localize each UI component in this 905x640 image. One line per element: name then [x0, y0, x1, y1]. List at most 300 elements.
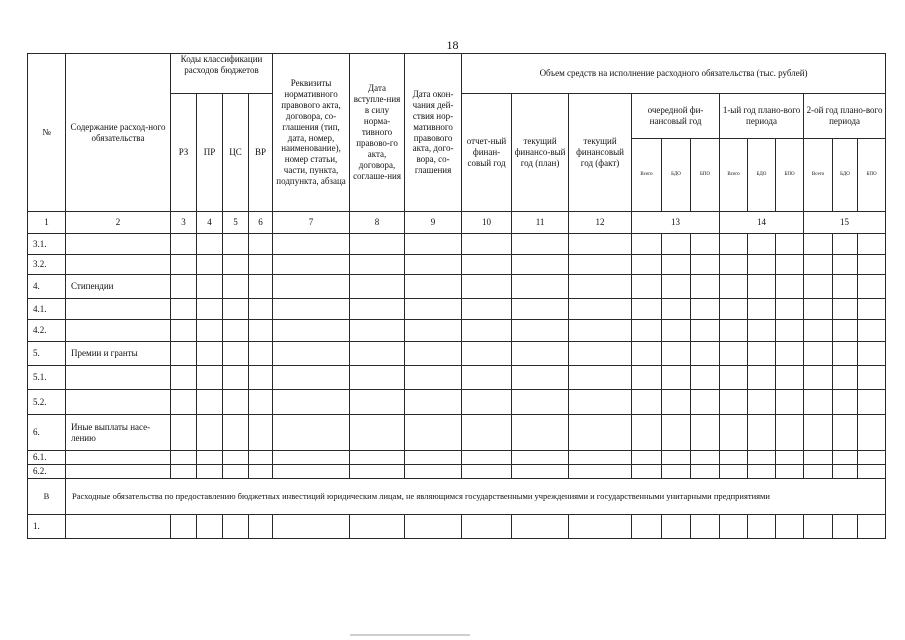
- empty-cell: [223, 390, 249, 415]
- empty-cell: [405, 320, 462, 342]
- empty-cell: [462, 255, 512, 275]
- empty-cell: [350, 515, 405, 539]
- empty-cell: [748, 320, 776, 342]
- empty-cell: [691, 465, 720, 479]
- row-content: Премии и гранты: [66, 342, 171, 366]
- empty-cell: [249, 299, 273, 320]
- column-number: 3: [171, 212, 197, 234]
- empty-cell: [350, 366, 405, 390]
- column-number: 13: [632, 212, 720, 234]
- empty-cell: [249, 234, 273, 255]
- header-content: Содержание расход-ного обязательства: [66, 54, 171, 212]
- row-number: 4.2.: [28, 320, 66, 342]
- empty-cell: [512, 255, 569, 275]
- empty-cell: [171, 465, 197, 479]
- sub-bdo-13: БДО: [662, 139, 691, 212]
- empty-cell: [273, 320, 350, 342]
- empty-cell: [273, 299, 350, 320]
- column-number: 15: [804, 212, 886, 234]
- column-number: 5: [223, 212, 249, 234]
- empty-cell: [569, 366, 632, 390]
- empty-cell: [197, 299, 223, 320]
- empty-cell: [223, 451, 249, 465]
- empty-cell: [273, 366, 350, 390]
- empty-cell: [249, 415, 273, 451]
- row-content: [66, 366, 171, 390]
- empty-cell: [249, 275, 273, 299]
- empty-cell: [776, 299, 804, 320]
- empty-cell: [691, 299, 720, 320]
- table-row: [28, 390, 886, 415]
- empty-cell: [405, 255, 462, 275]
- empty-cell: [632, 299, 662, 320]
- empty-cell: [748, 275, 776, 299]
- row-content: [66, 299, 171, 320]
- empty-cell: [776, 366, 804, 390]
- empty-cell: [748, 515, 776, 539]
- empty-cell: [462, 342, 512, 366]
- empty-cell: [632, 255, 662, 275]
- empty-cell: [748, 415, 776, 451]
- header-code-pr: ПР: [197, 94, 223, 212]
- empty-cell: [776, 415, 804, 451]
- empty-cell: [691, 342, 720, 366]
- empty-cell: [197, 515, 223, 539]
- empty-cell: [691, 451, 720, 465]
- empty-cell: [223, 299, 249, 320]
- row-content: Иные выплаты насе-лению: [66, 415, 171, 451]
- empty-cell: [462, 465, 512, 479]
- empty-cell: [662, 415, 691, 451]
- empty-cell: [405, 465, 462, 479]
- empty-cell: [171, 342, 197, 366]
- empty-cell: [662, 342, 691, 366]
- empty-cell: [512, 515, 569, 539]
- row-number: 6.: [28, 415, 66, 451]
- table-row: [28, 366, 886, 390]
- empty-cell: [858, 234, 886, 255]
- empty-cell: [748, 255, 776, 275]
- empty-cell: [776, 255, 804, 275]
- header-funds-group: Объем средств на исполнение расходного обязательства (тыс. рублей): [462, 54, 886, 94]
- empty-cell: [720, 320, 748, 342]
- empty-cell: [833, 299, 858, 320]
- empty-cell: [804, 515, 833, 539]
- column-number: 7: [273, 212, 350, 234]
- empty-cell: [569, 515, 632, 539]
- empty-cell: [833, 255, 858, 275]
- section-b-number: В: [28, 479, 66, 515]
- empty-cell: [720, 342, 748, 366]
- table-row: [28, 451, 886, 465]
- empty-cell: [405, 299, 462, 320]
- empty-cell: [197, 366, 223, 390]
- empty-cell: [804, 255, 833, 275]
- empty-cell: [569, 342, 632, 366]
- column-number: 1: [28, 212, 66, 234]
- empty-cell: [662, 320, 691, 342]
- row-number: 6.2.: [28, 465, 66, 479]
- empty-cell: [273, 390, 350, 415]
- empty-cell: [197, 255, 223, 275]
- empty-cell: [804, 415, 833, 451]
- empty-cell: [512, 451, 569, 465]
- empty-cell: [462, 299, 512, 320]
- empty-cell: [632, 515, 662, 539]
- empty-cell: [662, 465, 691, 479]
- empty-cell: [632, 366, 662, 390]
- column-number: 10: [462, 212, 512, 234]
- empty-cell: [858, 342, 886, 366]
- empty-cell: [858, 299, 886, 320]
- header-code-rz: РЗ: [171, 94, 197, 212]
- empty-cell: [171, 390, 197, 415]
- empty-cell: [776, 390, 804, 415]
- empty-cell: [171, 515, 197, 539]
- empty-cell: [171, 275, 197, 299]
- empty-cell: [512, 299, 569, 320]
- empty-cell: [632, 342, 662, 366]
- empty-cell: [833, 320, 858, 342]
- empty-cell: [833, 275, 858, 299]
- empty-cell: [858, 320, 886, 342]
- empty-cell: [350, 234, 405, 255]
- empty-cell: [273, 234, 350, 255]
- empty-cell: [748, 451, 776, 465]
- empty-cell: [223, 320, 249, 342]
- empty-cell: [691, 255, 720, 275]
- empty-cell: [720, 366, 748, 390]
- empty-cell: [512, 390, 569, 415]
- empty-cell: [569, 234, 632, 255]
- row-content: [66, 234, 171, 255]
- column-numbers-row: [28, 212, 886, 234]
- row-content: [66, 465, 171, 479]
- empty-cell: [197, 275, 223, 299]
- empty-cell: [804, 234, 833, 255]
- empty-cell: [273, 275, 350, 299]
- sub-bpo-15: БПО: [858, 139, 886, 212]
- empty-cell: [748, 299, 776, 320]
- row-number: 4.1.: [28, 299, 66, 320]
- empty-cell: [350, 320, 405, 342]
- empty-cell: [748, 234, 776, 255]
- table-row: [28, 465, 886, 479]
- empty-cell: [223, 234, 249, 255]
- column-number: 4: [197, 212, 223, 234]
- header-code-vr: ВР: [249, 94, 273, 212]
- empty-cell: [569, 415, 632, 451]
- empty-cell: [691, 234, 720, 255]
- empty-cell: [350, 390, 405, 415]
- empty-cell: [249, 465, 273, 479]
- empty-cell: [350, 255, 405, 275]
- empty-cell: [632, 234, 662, 255]
- empty-cell: [405, 275, 462, 299]
- empty-cell: [720, 255, 748, 275]
- column-number: 2: [66, 212, 171, 234]
- empty-cell: [748, 465, 776, 479]
- empty-cell: [462, 451, 512, 465]
- empty-cell: [720, 465, 748, 479]
- empty-cell: [405, 390, 462, 415]
- empty-cell: [662, 234, 691, 255]
- empty-cell: [197, 342, 223, 366]
- empty-cell: [720, 415, 748, 451]
- empty-cell: [273, 451, 350, 465]
- section-b-row: [28, 479, 886, 515]
- empty-cell: [462, 275, 512, 299]
- empty-cell: [632, 390, 662, 415]
- empty-cell: [833, 415, 858, 451]
- empty-cell: [804, 299, 833, 320]
- empty-cell: [462, 234, 512, 255]
- empty-cell: [662, 275, 691, 299]
- row-content: [66, 320, 171, 342]
- empty-cell: [512, 320, 569, 342]
- empty-cell: [662, 451, 691, 465]
- header-requisites: Реквизиты нормативного правового акта, договора, со-глашения (тип, дата, номер, наименование), номер статьи, части, пункта, подпункта, абзаца: [273, 54, 350, 212]
- empty-cell: [720, 275, 748, 299]
- header-current-fact: текущий финансовый год (факт): [569, 94, 632, 212]
- empty-cell: [632, 320, 662, 342]
- empty-cell: [405, 515, 462, 539]
- header-report-year: отчет-ный финан-совый год: [462, 94, 512, 212]
- empty-cell: [223, 255, 249, 275]
- empty-cell: [858, 390, 886, 415]
- empty-cell: [350, 451, 405, 465]
- empty-cell: [223, 415, 249, 451]
- empty-cell: [249, 255, 273, 275]
- empty-cell: [569, 451, 632, 465]
- empty-cell: [171, 299, 197, 320]
- empty-cell: [662, 515, 691, 539]
- empty-cell: [776, 515, 804, 539]
- empty-cell: [833, 366, 858, 390]
- empty-cell: [858, 465, 886, 479]
- row-number: 1.: [28, 515, 66, 539]
- row-content: [66, 451, 171, 465]
- empty-cell: [833, 234, 858, 255]
- empty-cell: [569, 299, 632, 320]
- header-date-start: Дата вступле-ния в силу норма-тивного правово-го акта, договора, соглаше-ния: [350, 54, 405, 212]
- empty-cell: [632, 451, 662, 465]
- empty-cell: [512, 275, 569, 299]
- empty-cell: [632, 275, 662, 299]
- empty-cell: [776, 465, 804, 479]
- empty-cell: [720, 299, 748, 320]
- empty-cell: [197, 390, 223, 415]
- empty-cell: [691, 320, 720, 342]
- empty-cell: [249, 451, 273, 465]
- empty-cell: [273, 255, 350, 275]
- empty-cell: [197, 465, 223, 479]
- empty-cell: [858, 451, 886, 465]
- empty-cell: [350, 342, 405, 366]
- empty-cell: [462, 390, 512, 415]
- row-number: 3.1.: [28, 234, 66, 255]
- empty-cell: [273, 342, 350, 366]
- empty-cell: [632, 465, 662, 479]
- table-row: [28, 342, 886, 366]
- header-code-cs: ЦС: [223, 94, 249, 212]
- empty-cell: [776, 320, 804, 342]
- column-number: 9: [405, 212, 462, 234]
- empty-cell: [720, 234, 748, 255]
- empty-cell: [512, 342, 569, 366]
- empty-cell: [171, 320, 197, 342]
- empty-cell: [632, 415, 662, 451]
- empty-cell: [720, 451, 748, 465]
- header-number: №: [28, 54, 66, 212]
- column-number: 11: [512, 212, 569, 234]
- empty-cell: [804, 390, 833, 415]
- empty-cell: [223, 342, 249, 366]
- empty-cell: [462, 320, 512, 342]
- header-date-end: Дата окон-чания дей-ствия нор-мативного правового акта, дого-вора, со-глашения: [405, 54, 462, 212]
- empty-cell: [804, 275, 833, 299]
- expenditure-obligations-table: [27, 53, 886, 539]
- empty-cell: [748, 390, 776, 415]
- row-number: 5.2.: [28, 390, 66, 415]
- row-content: Стипендии: [66, 275, 171, 299]
- empty-cell: [720, 390, 748, 415]
- row-content: [66, 515, 171, 539]
- empty-cell: [197, 451, 223, 465]
- empty-cell: [691, 390, 720, 415]
- header-next-year: очередной фи-нансовый год: [632, 94, 720, 139]
- table-row: [28, 415, 886, 451]
- empty-cell: [249, 515, 273, 539]
- empty-cell: [171, 366, 197, 390]
- empty-cell: [350, 275, 405, 299]
- empty-cell: [171, 451, 197, 465]
- column-number: 6: [249, 212, 273, 234]
- empty-cell: [804, 342, 833, 366]
- empty-cell: [691, 275, 720, 299]
- empty-cell: [171, 415, 197, 451]
- empty-cell: [858, 366, 886, 390]
- row-number: 5.: [28, 342, 66, 366]
- header-plan-year-2: 2-ой год плано-вого периода: [804, 94, 886, 139]
- empty-cell: [776, 342, 804, 366]
- table-row: [28, 275, 886, 299]
- empty-cell: [833, 390, 858, 415]
- empty-cell: [804, 366, 833, 390]
- empty-cell: [691, 366, 720, 390]
- column-number: 14: [720, 212, 804, 234]
- empty-cell: [405, 234, 462, 255]
- empty-cell: [512, 234, 569, 255]
- empty-cell: [662, 390, 691, 415]
- empty-cell: [569, 255, 632, 275]
- empty-cell: [249, 390, 273, 415]
- table-row: [28, 320, 886, 342]
- empty-cell: [512, 366, 569, 390]
- empty-cell: [569, 390, 632, 415]
- empty-cell: [405, 415, 462, 451]
- empty-cell: [662, 255, 691, 275]
- footer-mark: [350, 634, 470, 636]
- empty-cell: [197, 415, 223, 451]
- empty-cell: [273, 415, 350, 451]
- row-number: 4.: [28, 275, 66, 299]
- empty-cell: [569, 275, 632, 299]
- empty-cell: [804, 451, 833, 465]
- empty-cell: [833, 342, 858, 366]
- column-number: 12: [569, 212, 632, 234]
- empty-cell: [171, 255, 197, 275]
- table-row: [28, 515, 886, 539]
- empty-cell: [223, 366, 249, 390]
- empty-cell: [776, 451, 804, 465]
- empty-cell: [833, 515, 858, 539]
- header-plan-year-1: 1-ый год плано-вого периода: [720, 94, 804, 139]
- sub-bdo-15: БДО: [833, 139, 858, 212]
- table-row: [28, 299, 886, 320]
- empty-cell: [512, 465, 569, 479]
- table-row: [28, 234, 886, 255]
- empty-cell: [462, 366, 512, 390]
- row-number: 6.1.: [28, 451, 66, 465]
- empty-cell: [405, 451, 462, 465]
- empty-cell: [350, 465, 405, 479]
- empty-cell: [273, 465, 350, 479]
- table-body: [28, 234, 886, 479]
- empty-cell: [405, 342, 462, 366]
- empty-cell: [223, 515, 249, 539]
- empty-cell: [776, 275, 804, 299]
- empty-cell: [748, 342, 776, 366]
- header-codes-group: Коды классификации расходов бюджетов: [171, 54, 273, 94]
- sub-total-14: Всего: [720, 139, 748, 212]
- empty-cell: [249, 342, 273, 366]
- empty-cell: [858, 515, 886, 539]
- row-content: [66, 255, 171, 275]
- empty-cell: [858, 255, 886, 275]
- empty-cell: [569, 320, 632, 342]
- empty-cell: [776, 234, 804, 255]
- header-current-plan: текущий финансо-вый год (план): [512, 94, 569, 212]
- empty-cell: [569, 465, 632, 479]
- empty-cell: [720, 515, 748, 539]
- empty-cell: [691, 515, 720, 539]
- empty-cell: [197, 234, 223, 255]
- empty-cell: [405, 366, 462, 390]
- empty-cell: [462, 515, 512, 539]
- empty-cell: [804, 320, 833, 342]
- empty-cell: [691, 415, 720, 451]
- empty-cell: [223, 275, 249, 299]
- empty-cell: [748, 366, 776, 390]
- empty-cell: [197, 320, 223, 342]
- empty-cell: [512, 415, 569, 451]
- column-number: 8: [350, 212, 405, 234]
- empty-cell: [350, 299, 405, 320]
- empty-cell: [804, 465, 833, 479]
- empty-cell: [171, 234, 197, 255]
- sub-total-13: Всего: [632, 139, 662, 212]
- page-number: 18: [446, 38, 459, 52]
- empty-cell: [350, 415, 405, 451]
- empty-cell: [249, 320, 273, 342]
- sub-bpo-13: БПО: [691, 139, 720, 212]
- sub-bpo-14: БПО: [776, 139, 804, 212]
- empty-cell: [273, 515, 350, 539]
- table-row: [28, 255, 886, 275]
- empty-cell: [462, 415, 512, 451]
- row-number: 3.2.: [28, 255, 66, 275]
